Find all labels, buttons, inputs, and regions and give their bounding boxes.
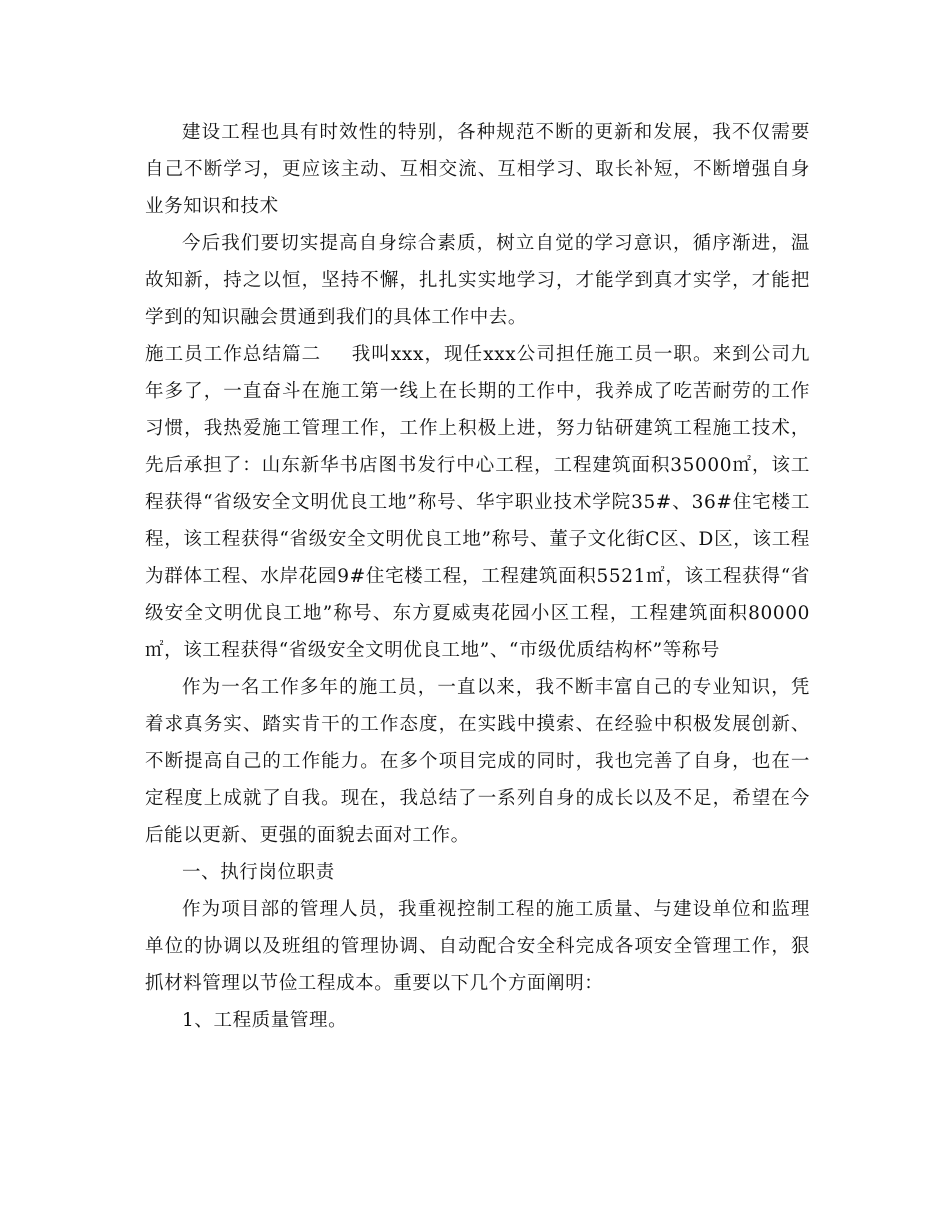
paragraph-self-improvement: 今后我们要切实提高自身综合素质，树立自觉的学习意识，循序渐进，温故知新，持之以恒，坚持不懈，扎扎实实地学习，才能学到真才实学，才能把学到的知识融会贯通到我们的具体工作中去。 (145, 233, 810, 328)
paragraph-timeliness: 建设工程也具有时效性的特别，各种规范不断的更新和发展，我不仅需要自己不断学习，更应该主动、互相交流、互相学习、取长补短，不断增强自身业务知识和技术 (145, 122, 810, 217)
subheading-quality: 1、工程质量管理。 (182, 1010, 348, 1031)
section-heading: 施工员工作总结篇二 (145, 344, 322, 365)
subheading-duties: 一、执行岗位职责 (182, 862, 335, 883)
paragraph-management: 作为项目部的管理人员，我重视控制工程的施工质量、与建设单位和监理单位的协调以及班组的管理协调、自动配合安全科完成各项安全管理工作，狠抓材料管理以节俭工程成本。重要以下几个方面阐明： (145, 899, 810, 994)
section-body: 我叫xxx，现任xxx公司担任施工员一职。来到公司九年多了，一直奋斗在施工第一线上在长期的工作中，我养成了吃苦耐劳的工作习惯，我热爱施工管理工作，工作上积极上进，努力钻研建筑工程施工技术，先后承担了：山东新华书店图书发行中心工程，工程建筑面积35000㎡，该工程获得“省级安全文明优良工地”称号、华宇职业技术学院35#、36#住宅楼工程，该工程获得“省级安全文明优良工地”称号、董子文化街C区、D区，该工程为群体工程、水岸花园9#住宅楼工程，工程建筑面积5521㎡，该工程获得“省级安全文明优良工地”称号、东方夏威夷花园小区工程，工程建筑面积80000㎡，该工程获得“省级安全文明优良工地”、“市级优质结构杯”等称号 (145, 344, 811, 661)
document-body (145, 114, 810, 1039)
paragraph-experience: 作为一名工作多年的施工员，一直以来，我不断丰富自己的专业知识，凭着求真务实、踏实肯干的工作态度，在实践中摸索、在经验中积极发展创新、不断提高自己的工作能力。在多个项目完成的同时，我也完善了自身，也在一定程度上成就了自我。现在，我总结了一系列自身的成长以及不足，希望在今后能以更新、更强的面貌去面对工作。 (145, 677, 810, 846)
paragraph-section-two (145, 336, 810, 669)
